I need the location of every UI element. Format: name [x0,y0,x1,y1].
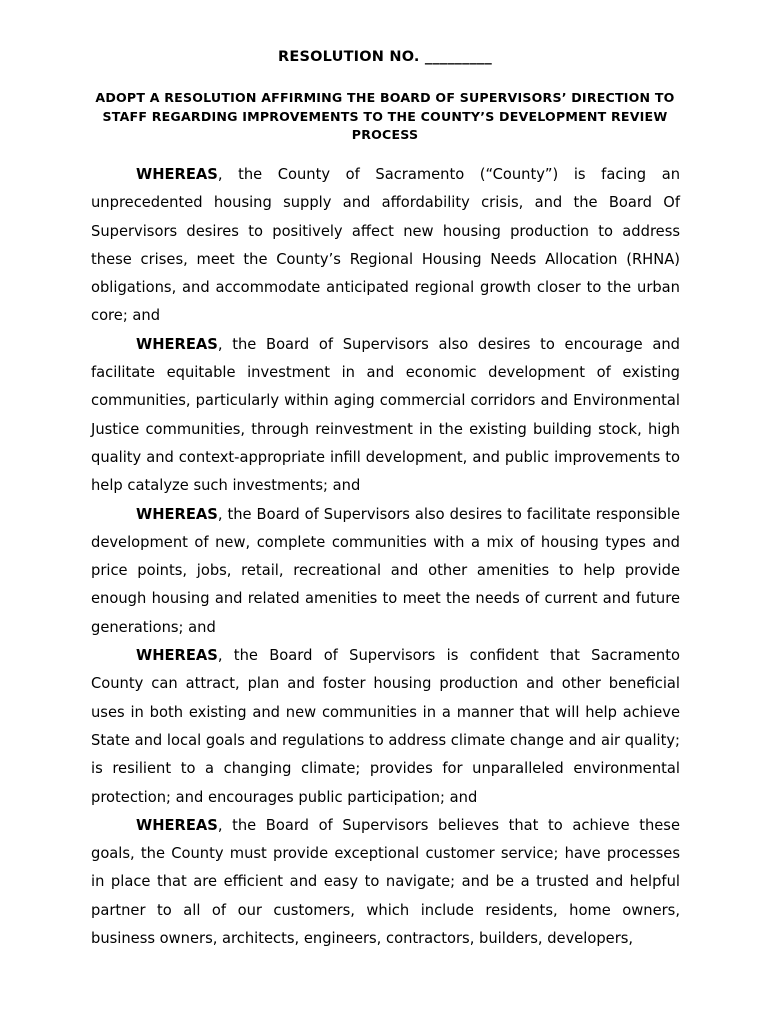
whereas-keyword: WHEREAS [136,816,218,834]
resolution-body [91,161,680,953]
whereas-paragraph-2 [91,331,680,501]
paragraph-text: , the County of Sacramento (“County”) is facing an unprecedented housing supply and affordability crisis, and the Board Of Supervisors desires to positively affect new housing production to address these crises, meet the County’s Regional Housing Needs Allocation (RHNA) obligations, and accommodate anticipated regional growth closer to the urban core; and [91,166,680,325]
whereas-keyword: WHEREAS [136,335,218,353]
whereas-keyword: WHEREAS [136,505,218,523]
resolution-title: RESOLUTION NO. _________ [278,49,492,65]
whereas-keyword: WHEREAS [136,647,218,665]
whereas-paragraph-4 [91,642,680,812]
paragraph-text: , the Board of Supervisors believes that to achieve these goals, the County must provide exceptional customer service; have processes in place that are efficient and easy to navigate; and be a trusted and helpful partner to all of our customers, which include residents, home owners, business owners, architects, engineers, contractors, builders, developers, [91,816,680,948]
whereas-paragraph-1 [91,161,680,331]
whereas-paragraph-5 [91,812,680,953]
whereas-paragraph-3 [91,501,680,642]
paragraph-text: , the Board of Supervisors also desires to encourage and facilitate equitable investment in and economic development of existing communities, particularly within aging commercial corridors and Environmental Justice communities, through reinvestment in the existing building stock, high quality and context-appropriate infill development, and public improvements to help catalyze such investments; and [91,335,680,495]
whereas-keyword: WHEREAS [136,166,218,183]
paragraph-text: , the Board of Supervisors also desires to facilitate responsible development of new, complete communities with a mix of housing types and price points, jobs, retail, recreational and other amenities to help provide enough housing and related amenities to meet the needs of current and future generations; and [91,505,680,636]
paragraph-text: , the Board of Supervisors is confident that Sacramento County can attract, plan and foster housing production and other beneficial uses in both existing and new communities in a manner that will help achieve State and local goals and regulations to address climate change and air quality; is resilient to a changing climate; provides for unparalleled environmental protection; and encourages public participation; and [91,647,680,806]
resolution-subtitle: ADOPT A RESOLUTION AFFIRMING THE BOARD OF SUPERVISORS’ DIRECTION TO STAFF REGARDING IMPROVEMENTS TO THE COUNTY’S DEVELOPMENT REVIEW PROCESS [95,90,675,142]
